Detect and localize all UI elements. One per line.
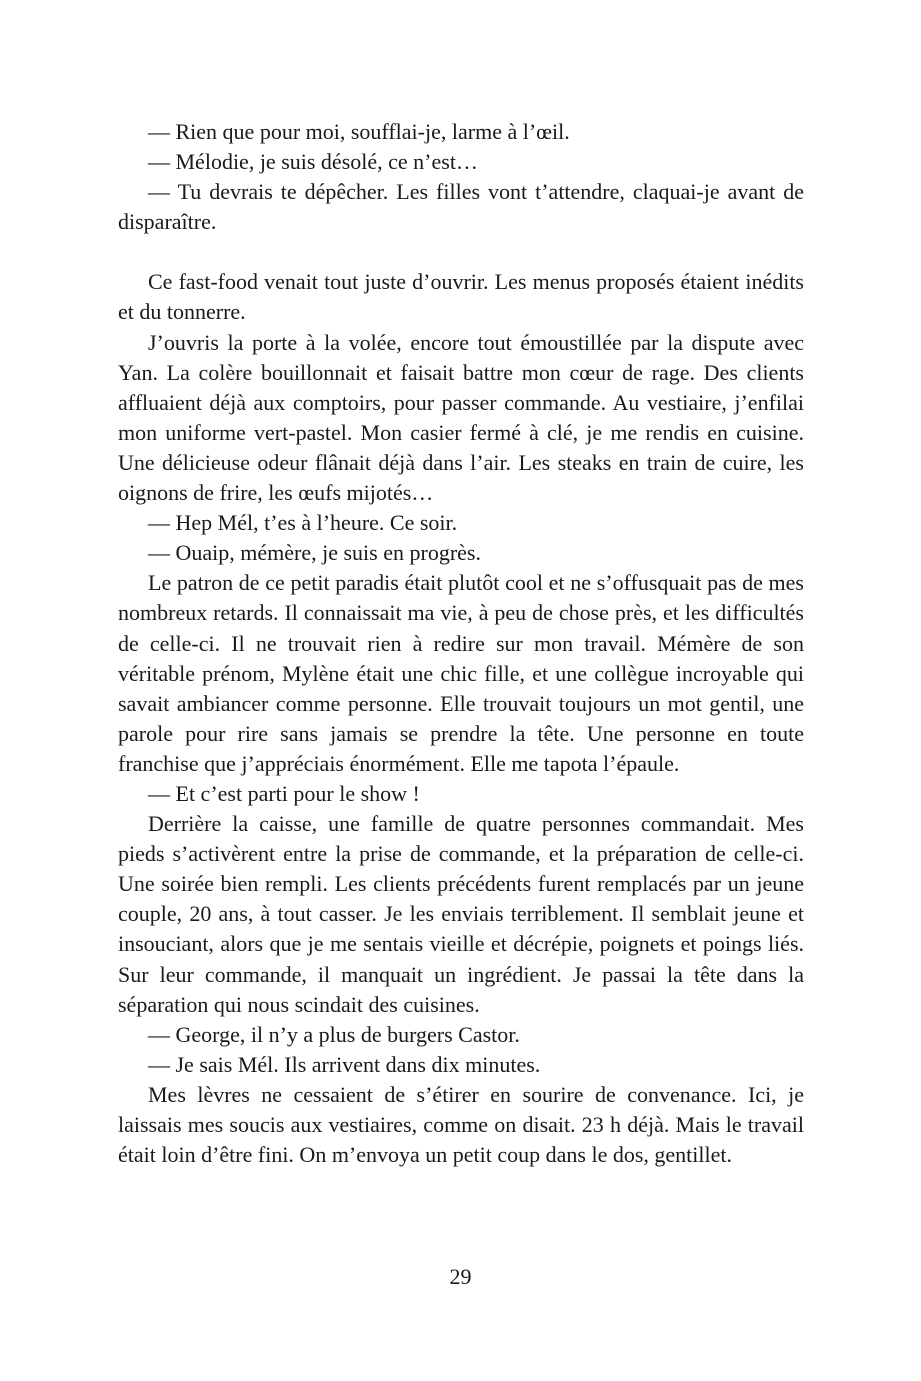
paragraph-register: Derrière la caisse, une famille de quatre personnes commandait. Mes pieds s’activèrent entre la prise de commande, et la préparation de celle-ci. Une soirée bien rempli. Les clients précédents furent remplacés par un jeune couple, 20 ans, à tout casser. Je les enviais terriblement. Il semblait jeune et insouciant, alors que je me sentais vieille et décrépie, poignets et poings liés. Sur leur commande, il manquait un ingrédient. Je passai la tête dans la séparation qui nous scindait des cuisines. <box>118 811 804 1017</box>
paragraph-section-start: Ce fast-food venait tout juste d’ouvrir. Les menus proposés étaient inédits et du tonnerre. <box>118 269 804 325</box>
paragraph-dialogue-4: — Hep Mél, t’es à l’heure. Ce soir. <box>148 510 458 536</box>
paragraph-dialogue-5: — Ouaip, mémère, je suis en progrès. <box>148 540 481 566</box>
paragraph-arrival: J’ouvris la porte à la volée, encore tout émoustillée par la dispute avec Yan. La colère bouillonnait et faisait battre mon cœur de rage. Des clients affluaient déjà aux comptoirs, pour passer commande. Au vestiaire, j’enfilai mon uniforme vert-pastel. Mon casier fermé à clé, je me rendis en cuisine. Une délicieuse odeur flânait déjà dans l’air. Les steaks en train de cuire, les oignons de frire, les œufs mijotés… <box>118 329 804 506</box>
body-text <box>118 117 804 1170</box>
paragraph-dialogue-8: — Je sais Mél. Ils arrivent dans dix minutes. <box>148 1051 541 1077</box>
paragraph-dialogue-7: — George, il n’y a plus de burgers Castor. <box>148 1021 520 1047</box>
paragraph-dialogue-2: — Mélodie, je suis désolé, ce n’est… <box>148 149 478 175</box>
paragraph-dialogue-1: — Rien que pour moi, soufflai-je, larme à l’œil. <box>148 119 570 144</box>
paragraph-dialogue-6: — Et c’est parti pour le show ! <box>148 780 420 806</box>
paragraph-dialogue-3: — Tu devrais te dépêcher. Les filles vont t’attendre, claquai-je avant de disparaître. <box>118 179 804 235</box>
paragraph-closing: Mes lèvres ne cessaient de s’étirer en sourire de convenance. Ici, je laissais mes soucis aux vestiaires, comme on disait. 23 h déjà. Mais le travail était loin d’être fini. On m’envoya un petit coup dans le dos, gentillet. <box>118 1081 804 1168</box>
paragraph-boss: Le patron de ce petit paradis était plutôt cool et ne s’offusquait pas de mes nombreux retards. Il connaissait ma vie, à peu de chose près, et les difficultés de celle-ci. Il ne trouvait rien à redire sur mon travail. Mémère de son véritable prénom, Mylène était une chic fille, et une collègue incroyable qui savait ambiancer comme personne. Elle trouvait toujours un mot gentil, une parole pour rire sans jamais se prendre la tête. Une personne en toute franchise que j’appréciais énormément. Elle me tapota l’épaule. <box>118 570 804 776</box>
page-number: 29 <box>449 1264 472 1289</box>
